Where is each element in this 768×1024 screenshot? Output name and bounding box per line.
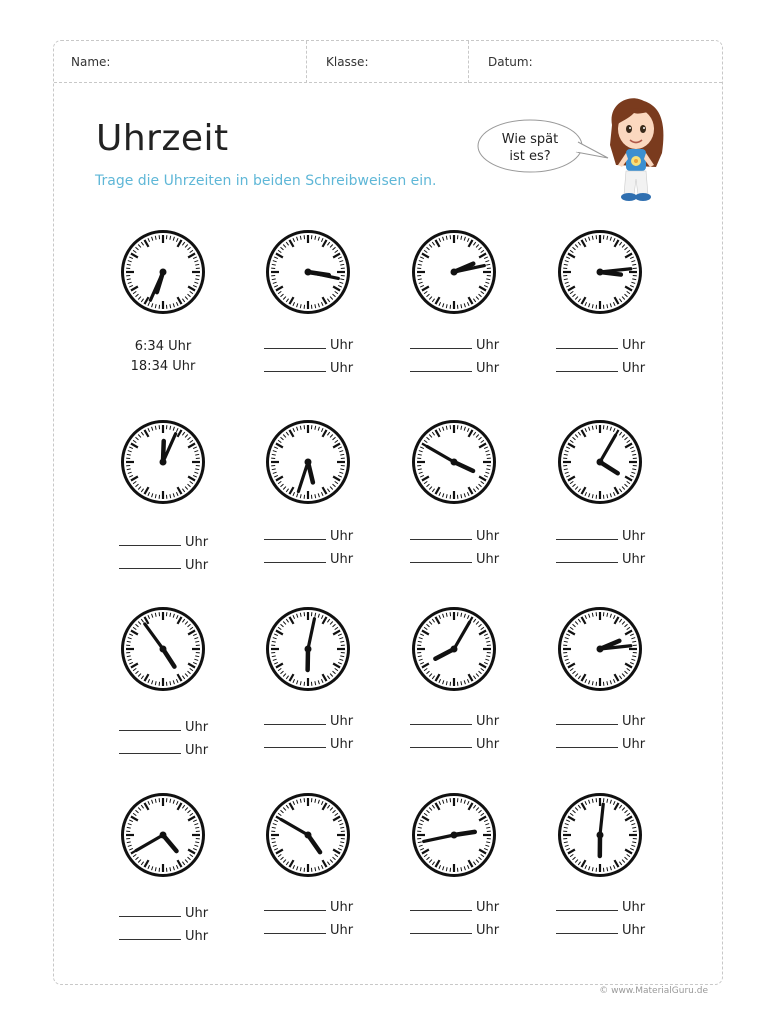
answer-line: [410, 733, 520, 756]
uhr-suffix: Uhr: [622, 529, 646, 544]
uhr-suffix: Uhr: [330, 361, 354, 376]
answer-line: [556, 548, 666, 571]
answer-blank[interactable]: [556, 359, 618, 372]
clock-face: [410, 228, 498, 316]
uhr-suffix: Uhr: [185, 929, 209, 944]
uhr-suffix: Uhr: [476, 900, 500, 915]
girl-illustration-icon: [600, 95, 672, 205]
answer-blank[interactable]: [119, 533, 181, 546]
clock-face: [410, 418, 498, 506]
answer-area: [264, 710, 374, 756]
clock-face: [119, 791, 207, 879]
uhr-suffix: Uhr: [330, 737, 354, 752]
header-row: [54, 41, 722, 83]
uhr-suffix: Uhr: [622, 552, 646, 567]
answer-line: [410, 919, 520, 942]
answer-blank[interactable]: [556, 527, 618, 540]
uhr-suffix: Uhr: [330, 529, 354, 544]
answer-blank[interactable]: [264, 527, 326, 540]
answer-blank[interactable]: [556, 550, 618, 563]
answer-line: [264, 548, 374, 571]
copyright-footer: © www.MaterialGuru.de: [599, 986, 708, 996]
answer-blank[interactable]: [264, 550, 326, 563]
answer-line: [264, 919, 374, 942]
answer-area: [119, 531, 229, 577]
answer-blank[interactable]: [119, 927, 181, 940]
answer-area: [410, 710, 520, 756]
instruction-text: Trage die Uhrzeiten in beiden Schreibweisen ein.: [95, 173, 437, 189]
uhr-suffix: Uhr: [476, 529, 500, 544]
uhr-suffix: Uhr: [622, 900, 646, 915]
answer-line: [119, 739, 229, 762]
answer-area: [119, 716, 229, 762]
answer-line: [119, 531, 229, 554]
answer-blank[interactable]: [264, 336, 326, 349]
answer-blank[interactable]: [410, 527, 472, 540]
clock-face: [264, 418, 352, 506]
answer-blank[interactable]: [556, 898, 618, 911]
answer-blank[interactable]: [556, 921, 618, 934]
answer-line: [264, 733, 374, 756]
answer-blank[interactable]: [410, 336, 472, 349]
answer-area: [410, 525, 520, 571]
answer-area: [410, 896, 520, 942]
answer-line: [119, 554, 229, 577]
clock-face: [119, 418, 207, 506]
answer-blank[interactable]: [119, 718, 181, 731]
uhr-suffix: Uhr: [622, 923, 646, 938]
answer-line: [556, 896, 666, 919]
uhr-suffix: Uhr: [476, 923, 500, 938]
answer-line: [410, 357, 520, 380]
answer-line: [556, 919, 666, 942]
answer-blank[interactable]: [264, 898, 326, 911]
clock-face: [556, 418, 644, 506]
uhr-suffix: Uhr: [476, 714, 500, 729]
uhr-suffix: Uhr: [185, 558, 209, 573]
uhr-suffix: Uhr: [476, 737, 500, 752]
uhr-suffix: Uhr: [330, 900, 354, 915]
answer-line: [410, 548, 520, 571]
clock-face: [119, 605, 207, 693]
answer-line: [119, 902, 229, 925]
answer-line: [410, 710, 520, 733]
uhr-suffix: Uhr: [330, 338, 354, 353]
answer-blank[interactable]: [119, 556, 181, 569]
answer-blank[interactable]: [264, 735, 326, 748]
clock-face: [410, 791, 498, 879]
answer-area: [264, 334, 374, 380]
answer-line: [556, 525, 666, 548]
answer-blank[interactable]: [410, 359, 472, 372]
answer-blank[interactable]: [410, 735, 472, 748]
answer-area: [556, 896, 666, 942]
answer-line: [264, 357, 374, 380]
answer-blank[interactable]: [119, 904, 181, 917]
answer-line: [556, 733, 666, 756]
name-label: Name:: [71, 55, 111, 69]
answer-line: [264, 896, 374, 919]
uhr-suffix: Uhr: [476, 361, 500, 376]
answer-area: [108, 337, 218, 377]
uhr-suffix: Uhr: [185, 906, 209, 921]
uhr-suffix: Uhr: [330, 923, 354, 938]
clock-face: [410, 605, 498, 693]
header-divider: [468, 41, 469, 83]
date-label: Datum:: [488, 55, 533, 69]
answer-blank[interactable]: [556, 336, 618, 349]
answer-line: [410, 525, 520, 548]
answer-blank[interactable]: [119, 741, 181, 754]
answer-area: [119, 902, 229, 948]
answer-area: [556, 525, 666, 571]
answer-line: [410, 896, 520, 919]
clock-face: [119, 228, 207, 316]
uhr-suffix: Uhr: [622, 714, 646, 729]
uhr-suffix: Uhr: [476, 338, 500, 353]
answer-blank[interactable]: [556, 735, 618, 748]
uhr-suffix: Uhr: [622, 338, 646, 353]
uhr-suffix: Uhr: [185, 720, 209, 735]
answer-blank[interactable]: [410, 712, 472, 725]
clock-face: [264, 605, 352, 693]
clock-face: [264, 791, 352, 879]
answer-line: [264, 334, 374, 357]
answer-area: [556, 710, 666, 756]
answer-blank[interactable]: [264, 359, 326, 372]
clock-face: [556, 228, 644, 316]
answer-area: [264, 896, 374, 942]
uhr-suffix: Uhr: [330, 714, 354, 729]
clock-face: [264, 228, 352, 316]
uhr-suffix: Uhr: [622, 737, 646, 752]
speech-bubble-text: [484, 131, 576, 165]
answer-line: [556, 357, 666, 380]
answer-line: [119, 925, 229, 948]
uhr-suffix: Uhr: [622, 361, 646, 376]
answer-blank[interactable]: [264, 921, 326, 934]
uhr-suffix: Uhr: [185, 535, 209, 550]
answer-area: [556, 334, 666, 380]
answer-blank[interactable]: [410, 898, 472, 911]
answer-blank[interactable]: [410, 550, 472, 563]
answer-line: [264, 525, 374, 548]
answer-line: [264, 710, 374, 733]
clock-face: [556, 791, 644, 879]
speech-line: ist es?: [509, 149, 551, 164]
clock-face: [556, 605, 644, 693]
answer-area: [264, 525, 374, 571]
answer-blank[interactable]: [264, 712, 326, 725]
answer-line: [119, 716, 229, 739]
answer-blank[interactable]: [556, 712, 618, 725]
example-answer: 6:34 Uhr: [134, 339, 192, 354]
answer-line: [556, 710, 666, 733]
uhr-suffix: Uhr: [330, 552, 354, 567]
page-title: Uhrzeit: [96, 118, 229, 159]
uhr-suffix: Uhr: [185, 743, 209, 758]
header-divider: [306, 41, 307, 83]
speech-line: Wie spät: [501, 132, 559, 147]
answer-line: [410, 334, 520, 357]
example-answer: 18:34 Uhr: [130, 359, 196, 374]
answer-area: [410, 334, 520, 380]
uhr-suffix: Uhr: [476, 552, 500, 567]
answer-line: [556, 334, 666, 357]
answer-blank[interactable]: [410, 921, 472, 934]
class-label: Klasse:: [326, 55, 369, 69]
